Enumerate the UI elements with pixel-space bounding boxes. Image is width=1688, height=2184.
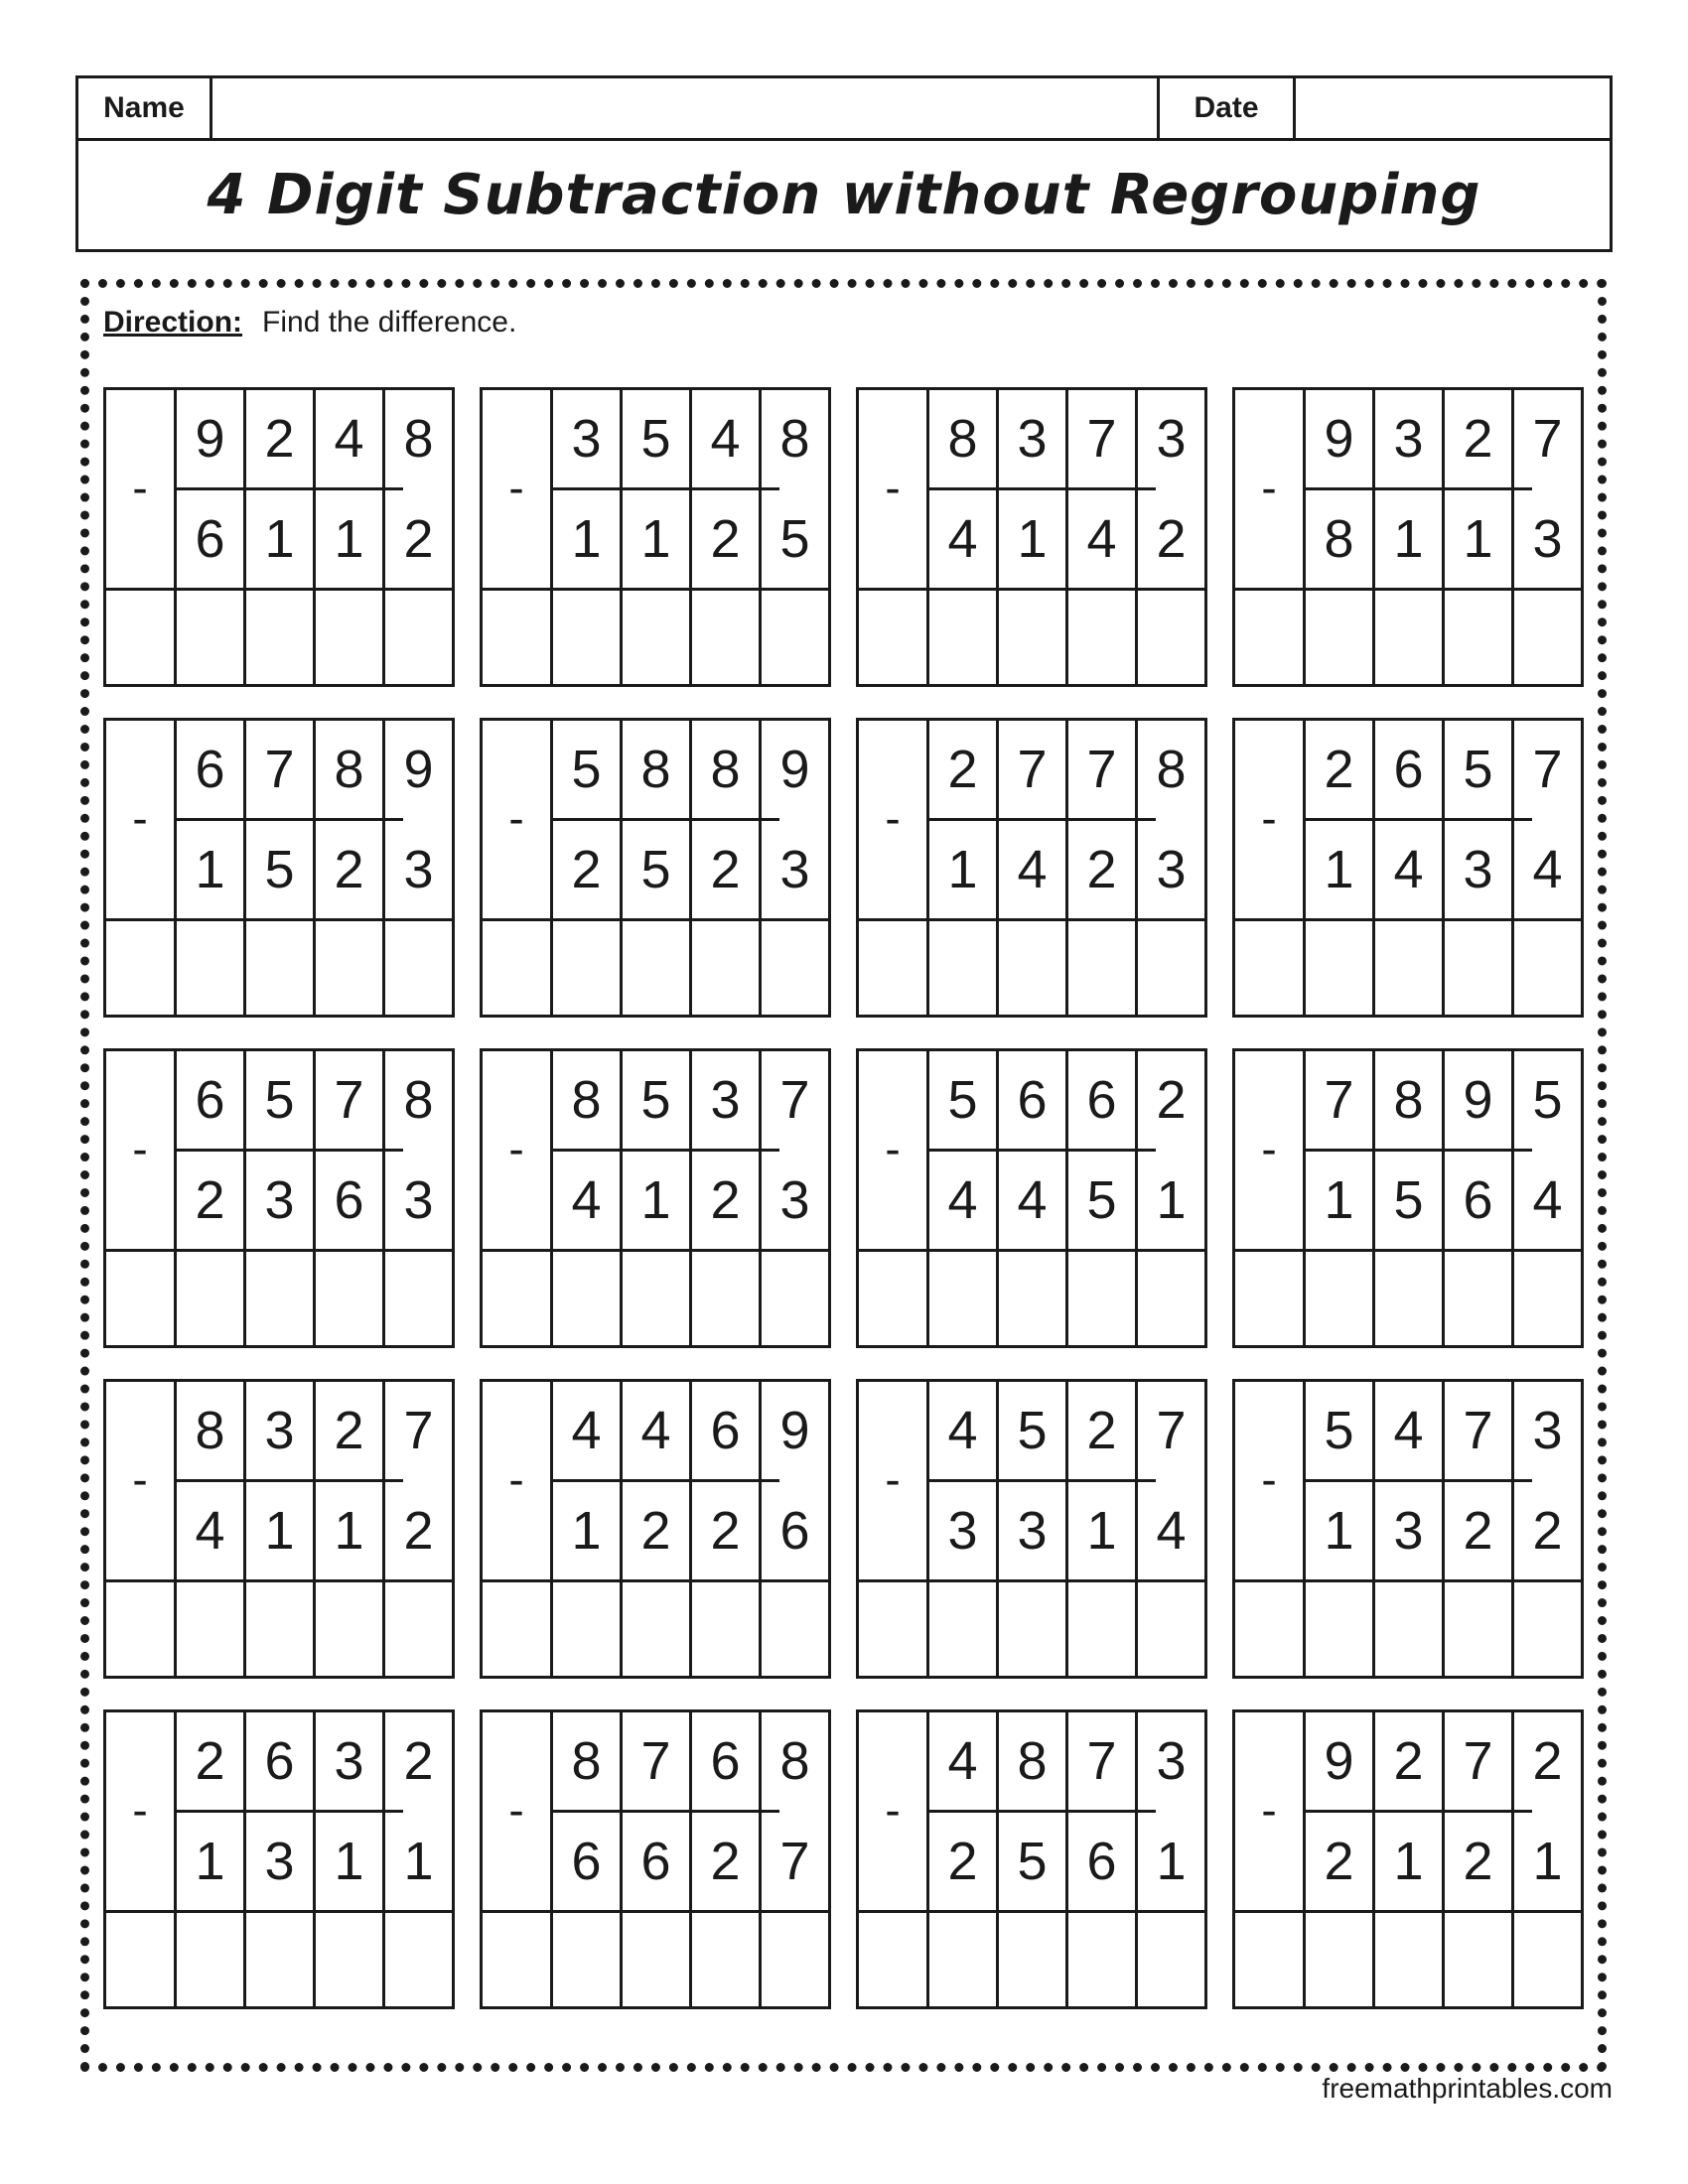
subtrahend-digit: 4: [571, 1170, 602, 1230]
problem-9: [103, 1048, 455, 1348]
minuend-digit: 7: [640, 1731, 671, 1791]
subtrahend-digit: 8: [1324, 509, 1354, 569]
answer-cell[interactable]: [553, 1913, 620, 2010]
subtrahend-digit: 2: [710, 1170, 741, 1230]
subtrahend-digit: 6: [779, 1501, 810, 1561]
minus-sign: -: [132, 1453, 148, 1505]
minus-sign: -: [508, 1123, 524, 1174]
answer-cell[interactable]: [177, 921, 243, 1019]
direction-label: Direction:: [103, 306, 243, 339]
subtrahend-digit: 3: [403, 1170, 434, 1230]
minus-sign: -: [132, 1784, 148, 1836]
answer-cell[interactable]: [1445, 1913, 1511, 2010]
problem-13: [103, 1379, 455, 1679]
minuend-digit: 7: [1324, 1070, 1354, 1130]
subtrahend-digit: 1: [1086, 1501, 1117, 1561]
answer-cell[interactable]: [316, 1252, 382, 1349]
problem-10: [480, 1048, 831, 1348]
minuend-digit: 8: [947, 409, 978, 469]
minuend-digit: 7: [1532, 740, 1563, 799]
answer-cell[interactable]: [1138, 921, 1204, 1019]
subtrahend-digit: 2: [1324, 1832, 1354, 1891]
answer-cell[interactable]: [1514, 1582, 1581, 1680]
minuend-digit: 5: [264, 1070, 295, 1130]
problem-16: [1232, 1379, 1584, 1679]
answer-cell[interactable]: [1514, 1913, 1581, 2010]
answer-cell[interactable]: [246, 1913, 313, 2010]
problem-19: [856, 1709, 1207, 2009]
subtrahend-digit: 2: [710, 509, 741, 569]
answer-cell[interactable]: [1306, 921, 1372, 1019]
subtrahend-digit: 7: [779, 1832, 810, 1891]
name-field[interactable]: [212, 78, 1160, 138]
subtrahend-digit: 2: [1463, 1501, 1493, 1561]
subtrahend-digit: 1: [264, 1501, 295, 1561]
answer-cell[interactable]: [1068, 1582, 1135, 1680]
minuend-digit: 2: [264, 409, 295, 469]
header-box: [75, 75, 1613, 252]
minuend-digit: 3: [1156, 409, 1187, 469]
answer-cell[interactable]: [762, 1582, 828, 1680]
subtrahend-digit: 1: [334, 1832, 364, 1891]
answer-cell[interactable]: [999, 921, 1065, 1019]
answer-cell[interactable]: [1306, 1582, 1372, 1680]
subtrahend-digit: 1: [195, 840, 225, 899]
minus-sign: -: [885, 1784, 901, 1836]
problem-18: [480, 1709, 831, 2009]
minuend-digit: 2: [1086, 1401, 1117, 1460]
answer-cell[interactable]: [553, 1582, 620, 1680]
answer-cell[interactable]: [553, 591, 620, 688]
subtrahend-digit: 4: [1532, 1170, 1563, 1230]
minuend-digit: 2: [1324, 740, 1354, 799]
minuend-digit: 4: [640, 1401, 671, 1460]
minuend-digit: 3: [710, 1070, 741, 1130]
answer-cell[interactable]: [1445, 921, 1511, 1019]
answer-cell[interactable]: [385, 1252, 452, 1349]
minuend-digit: 3: [571, 409, 602, 469]
minuend-digit: 8: [710, 740, 741, 799]
problem-4: [1232, 387, 1584, 687]
answer-cell[interactable]: [1514, 1252, 1581, 1349]
minuend-digit: 7: [779, 1070, 810, 1130]
subtrahend-digit: 5: [640, 840, 671, 899]
answer-cell[interactable]: [246, 1252, 313, 1349]
minuend-digit: 9: [1324, 1731, 1354, 1791]
answer-cell[interactable]: [1306, 591, 1372, 688]
subtrahend-digit: 3: [1156, 840, 1187, 899]
minuend-digit: 6: [195, 740, 225, 799]
minuend-digit: 8: [1393, 1070, 1424, 1130]
minuend-digit: 7: [1463, 1401, 1493, 1460]
minuend-digit: 5: [1532, 1070, 1563, 1130]
minuend-digit: 2: [1532, 1731, 1563, 1791]
minuend-digit: 3: [334, 1731, 364, 1791]
subtrahend-digit: 5: [779, 509, 810, 569]
subtrahend-digit: 1: [1393, 509, 1424, 569]
minuend-digit: 2: [1393, 1731, 1424, 1791]
minuend-digit: 7: [1086, 740, 1117, 799]
minuend-digit: 8: [334, 740, 364, 799]
answer-cell[interactable]: [623, 591, 689, 688]
subtrahend-digit: 1: [640, 1170, 671, 1230]
subtrahend-digit: 3: [779, 840, 810, 899]
minus-sign: -: [1261, 792, 1277, 844]
subtrahend-digit: 2: [403, 1501, 434, 1561]
minuend-digit: 7: [1463, 1731, 1493, 1791]
minuend-digit: 2: [1156, 1070, 1187, 1130]
subtrahend-digit: 1: [1324, 1170, 1354, 1230]
subtrahend-digit: 1: [640, 509, 671, 569]
subtrahend-digit: 3: [947, 1501, 978, 1561]
answer-cell[interactable]: [762, 921, 828, 1019]
answer-cell[interactable]: [1138, 1582, 1204, 1680]
problem-17: [103, 1709, 455, 2009]
answer-cell[interactable]: [929, 591, 996, 688]
minuend-digit: 9: [1324, 409, 1354, 469]
answer-cell[interactable]: [316, 921, 382, 1019]
minuend-digit: 8: [403, 1070, 434, 1130]
worksheet-title: 4 Digit Subtraction without Regrouping: [207, 163, 1481, 227]
minuend-digit: 5: [947, 1070, 978, 1130]
answer-cell[interactable]: [1068, 1913, 1135, 2010]
subtrahend-digit: 1: [1156, 1832, 1187, 1891]
minuend-digit: 2: [334, 1401, 364, 1460]
minus-sign: -: [508, 792, 524, 844]
minus-sign: -: [508, 462, 524, 513]
answer-cell[interactable]: [999, 1582, 1065, 1680]
minuend-digit: 6: [1086, 1070, 1117, 1130]
minuend-digit: 6: [710, 1731, 741, 1791]
subtrahend-digit: 5: [1393, 1170, 1424, 1230]
minus-sign: -: [1261, 1123, 1277, 1174]
answer-cell[interactable]: [1068, 1252, 1135, 1349]
answer-cell[interactable]: [385, 1913, 452, 2010]
subtrahend-digit: 1: [1393, 1832, 1424, 1891]
minuend-digit: 4: [947, 1401, 978, 1460]
minuend-digit: 5: [640, 1070, 671, 1130]
subtrahend-digit: 4: [1532, 840, 1563, 899]
answer-cell[interactable]: [692, 1913, 759, 2010]
subtrahend-digit: 2: [1156, 509, 1187, 569]
subtrahend-digit: 5: [1017, 1832, 1048, 1891]
subtrahend-digit: 2: [1463, 1832, 1493, 1891]
minuend-digit: 6: [710, 1401, 741, 1460]
subtrahend-digit: 3: [1463, 840, 1493, 899]
footer-url: freemathprintables.com: [1322, 2073, 1613, 2104]
answer-cell[interactable]: [929, 1913, 996, 2010]
problem-8: [1232, 718, 1584, 1018]
subtrahend-digit: 6: [571, 1832, 602, 1891]
answer-cell[interactable]: [1068, 921, 1135, 1019]
subtrahend-digit: 1: [1532, 1832, 1563, 1891]
subtrahend-digit: 3: [1532, 509, 1563, 569]
subtrahend-digit: 3: [779, 1170, 810, 1230]
minus-sign: -: [885, 792, 901, 844]
answer-cell[interactable]: [385, 921, 452, 1019]
minuend-digit: 6: [264, 1731, 295, 1791]
minuend-digit: 5: [571, 740, 602, 799]
subtrahend-digit: 2: [195, 1170, 225, 1230]
date-field[interactable]: [1296, 78, 1610, 138]
minuend-digit: 4: [710, 409, 741, 469]
minuend-digit: 2: [947, 740, 978, 799]
subtrahend-digit: 4: [1017, 1170, 1048, 1230]
subtrahend-digit: 4: [947, 509, 978, 569]
minuend-digit: 3: [1017, 409, 1048, 469]
answer-cell[interactable]: [1445, 591, 1511, 688]
minus-sign: -: [1261, 1784, 1277, 1836]
minus-sign: -: [508, 1784, 524, 1836]
name-label: Name: [78, 78, 212, 138]
subtrahend-digit: 6: [195, 509, 225, 569]
minus-sign: -: [1261, 1453, 1277, 1505]
subtrahend-digit: 5: [264, 840, 295, 899]
answer-cell[interactable]: [623, 1252, 689, 1349]
answer-cell[interactable]: [762, 1252, 828, 1349]
subtrahend-digit: 3: [403, 840, 434, 899]
subtrahend-digit: 4: [947, 1170, 978, 1230]
minuend-digit: 7: [1532, 409, 1563, 469]
subtrahend-digit: 1: [1463, 509, 1493, 569]
subtrahend-digit: 6: [1086, 1832, 1117, 1891]
subtrahend-digit: 1: [947, 840, 978, 899]
problem-7: [856, 718, 1207, 1018]
answer-cell[interactable]: [1306, 1913, 1372, 2010]
direction: [103, 303, 516, 342]
minuend-digit: 7: [1156, 1401, 1187, 1460]
minus-sign: -: [1261, 462, 1277, 513]
answer-cell[interactable]: [929, 1252, 996, 1349]
subtrahend-digit: 5: [1086, 1170, 1117, 1230]
answer-cell[interactable]: [316, 591, 382, 688]
answer-cell[interactable]: [316, 1913, 382, 2010]
subtrahend-digit: 4: [1017, 840, 1048, 899]
minus-sign: -: [885, 1453, 901, 1505]
answer-cell[interactable]: [1514, 921, 1581, 1019]
answer-cell[interactable]: [692, 591, 759, 688]
date-label: Date: [1160, 78, 1296, 138]
answer-cell[interactable]: [623, 921, 689, 1019]
subtrahend-digit: 2: [1086, 840, 1117, 899]
minuend-digit: 8: [779, 1731, 810, 1791]
minuend-digit: 9: [779, 1401, 810, 1460]
minuend-digit: 9: [195, 409, 225, 469]
minuend-digit: 9: [403, 740, 434, 799]
minuend-digit: 7: [1086, 409, 1117, 469]
subtrahend-digit: 1: [571, 1501, 602, 1561]
problem-3: [856, 387, 1207, 687]
answer-cell[interactable]: [1375, 591, 1442, 688]
minuend-digit: 3: [264, 1401, 295, 1460]
minuend-digit: 3: [1532, 1401, 1563, 1460]
answer-cell[interactable]: [177, 591, 243, 688]
answer-cell[interactable]: [1445, 1582, 1511, 1680]
minuend-digit: 8: [403, 409, 434, 469]
subtrahend-digit: 6: [640, 1832, 671, 1891]
minuend-digit: 4: [1393, 1401, 1424, 1460]
answer-cell[interactable]: [762, 591, 828, 688]
answer-cell[interactable]: [553, 1252, 620, 1349]
problem-12: [1232, 1048, 1584, 1348]
minuend-digit: 3: [1393, 409, 1424, 469]
answer-cell[interactable]: [623, 1582, 689, 1680]
answer-cell[interactable]: [1375, 921, 1442, 1019]
minuend-digit: 7: [334, 1070, 364, 1130]
subtrahend-digit: 2: [334, 840, 364, 899]
subtrahend-digit: 2: [710, 1832, 741, 1891]
answer-cell[interactable]: [177, 1252, 243, 1349]
answer-cell[interactable]: [1445, 1252, 1511, 1349]
answer-cell[interactable]: [762, 1913, 828, 2010]
subtrahend-digit: 2: [710, 1501, 741, 1561]
problem-6: [480, 718, 831, 1018]
answer-cell[interactable]: [999, 1252, 1065, 1349]
subtrahend-digit: 1: [1017, 509, 1048, 569]
minuend-digit: 7: [403, 1401, 434, 1460]
minuend-digit: 7: [264, 740, 295, 799]
minuend-digit: 9: [1463, 1070, 1493, 1130]
answer-cell[interactable]: [999, 1913, 1065, 2010]
subtrahend-digit: 4: [1156, 1501, 1187, 1561]
problem-1: [103, 387, 455, 687]
minuend-digit: 5: [1324, 1401, 1354, 1460]
subtrahend-digit: 1: [1156, 1170, 1187, 1230]
answer-cell[interactable]: [177, 1582, 243, 1680]
answer-cell[interactable]: [692, 1582, 759, 1680]
subtrahend-digit: 4: [195, 1501, 225, 1561]
answer-cell[interactable]: [1138, 1252, 1204, 1349]
minuend-digit: 4: [334, 409, 364, 469]
subtrahend-digit: 6: [1463, 1170, 1493, 1230]
minuend-digit: 6: [1393, 740, 1424, 799]
subtrahend-digit: 1: [1324, 840, 1354, 899]
answer-cell[interactable]: [1514, 591, 1581, 688]
direction-text: Find the difference.: [262, 306, 517, 339]
header-row: [78, 78, 1610, 141]
problem-11: [856, 1048, 1207, 1348]
answer-cell[interactable]: [246, 591, 313, 688]
answer-cell[interactable]: [999, 591, 1065, 688]
answer-cell[interactable]: [623, 1913, 689, 2010]
answer-cell[interactable]: [692, 921, 759, 1019]
answer-cell[interactable]: [316, 1582, 382, 1680]
minus-sign: -: [508, 1453, 524, 1505]
answer-cell[interactable]: [692, 1252, 759, 1349]
subtrahend-digit: 1: [334, 1501, 364, 1561]
answer-cell[interactable]: [1138, 1913, 1204, 2010]
subtrahend-digit: 3: [264, 1170, 295, 1230]
minuend-digit: 4: [571, 1401, 602, 1460]
subtrahend-digit: 2: [947, 1832, 978, 1891]
problem-5: [103, 718, 455, 1018]
minuend-digit: 8: [571, 1070, 602, 1130]
subtrahend-digit: 1: [195, 1832, 225, 1891]
answer-cell[interactable]: [246, 1582, 313, 1680]
answer-cell[interactable]: [385, 1582, 452, 1680]
minuend-digit: 2: [403, 1731, 434, 1791]
answer-cell[interactable]: [385, 591, 452, 688]
minuend-digit: 5: [1463, 740, 1493, 799]
minuend-digit: 6: [195, 1070, 225, 1130]
answer-cell[interactable]: [177, 1913, 243, 2010]
answer-cell[interactable]: [1138, 591, 1204, 688]
subtrahend-digit: 1: [264, 509, 295, 569]
minuend-digit: 8: [195, 1401, 225, 1460]
subtrahend-digit: 4: [1086, 509, 1117, 569]
minuend-digit: 4: [947, 1731, 978, 1791]
subtrahend-digit: 2: [640, 1501, 671, 1561]
answer-cell[interactable]: [246, 921, 313, 1019]
minus-sign: -: [132, 462, 148, 513]
subtrahend-digit: 1: [403, 1832, 434, 1891]
subtrahend-digit: 3: [264, 1832, 295, 1891]
answer-cell[interactable]: [1375, 1252, 1442, 1349]
minuend-digit: 7: [1086, 1731, 1117, 1791]
subtrahend-digit: 2: [710, 840, 741, 899]
minuend-digit: 8: [779, 409, 810, 469]
subtrahend-digit: 2: [571, 840, 602, 899]
subtrahend-digit: 1: [571, 509, 602, 569]
problem-14: [480, 1379, 831, 1679]
minuend-digit: 6: [1017, 1070, 1048, 1130]
subtrahend-digit: 1: [1324, 1501, 1354, 1561]
problem-2: [480, 387, 831, 687]
answer-cell[interactable]: [1068, 591, 1135, 688]
minuend-digit: 5: [640, 409, 671, 469]
minuend-digit: 5: [1017, 1401, 1048, 1460]
minus-sign: -: [132, 1123, 148, 1174]
minuend-digit: 3: [1156, 1731, 1187, 1791]
subtrahend-digit: 6: [334, 1170, 364, 1230]
answer-cell[interactable]: [1375, 1582, 1442, 1680]
subtrahend-digit: 3: [1017, 1501, 1048, 1561]
minus-sign: -: [885, 1123, 901, 1174]
answer-cell[interactable]: [553, 921, 620, 1019]
minuend-digit: 9: [779, 740, 810, 799]
answer-cell[interactable]: [1306, 1252, 1372, 1349]
minuend-digit: 8: [571, 1731, 602, 1791]
subtrahend-digit: 3: [1393, 1501, 1424, 1561]
subtrahend-digit: 1: [334, 509, 364, 569]
minus-sign: -: [132, 792, 148, 844]
problem-15: [856, 1379, 1207, 1679]
answer-cell[interactable]: [1375, 1913, 1442, 2010]
minuend-digit: 7: [1017, 740, 1048, 799]
minuend-digit: 8: [1156, 740, 1187, 799]
answer-cell[interactable]: [929, 921, 996, 1019]
minuend-digit: 2: [1463, 409, 1493, 469]
problem-20: [1232, 1709, 1584, 2009]
minuend-digit: 8: [1017, 1731, 1048, 1791]
minuend-digit: 8: [640, 740, 671, 799]
minus-sign: -: [885, 462, 901, 513]
subtrahend-digit: 2: [1532, 1501, 1563, 1561]
minuend-digit: 2: [195, 1731, 225, 1791]
subtrahend-digit: 4: [1393, 840, 1424, 899]
answer-cell[interactable]: [929, 1582, 996, 1680]
subtrahend-digit: 2: [403, 509, 434, 569]
